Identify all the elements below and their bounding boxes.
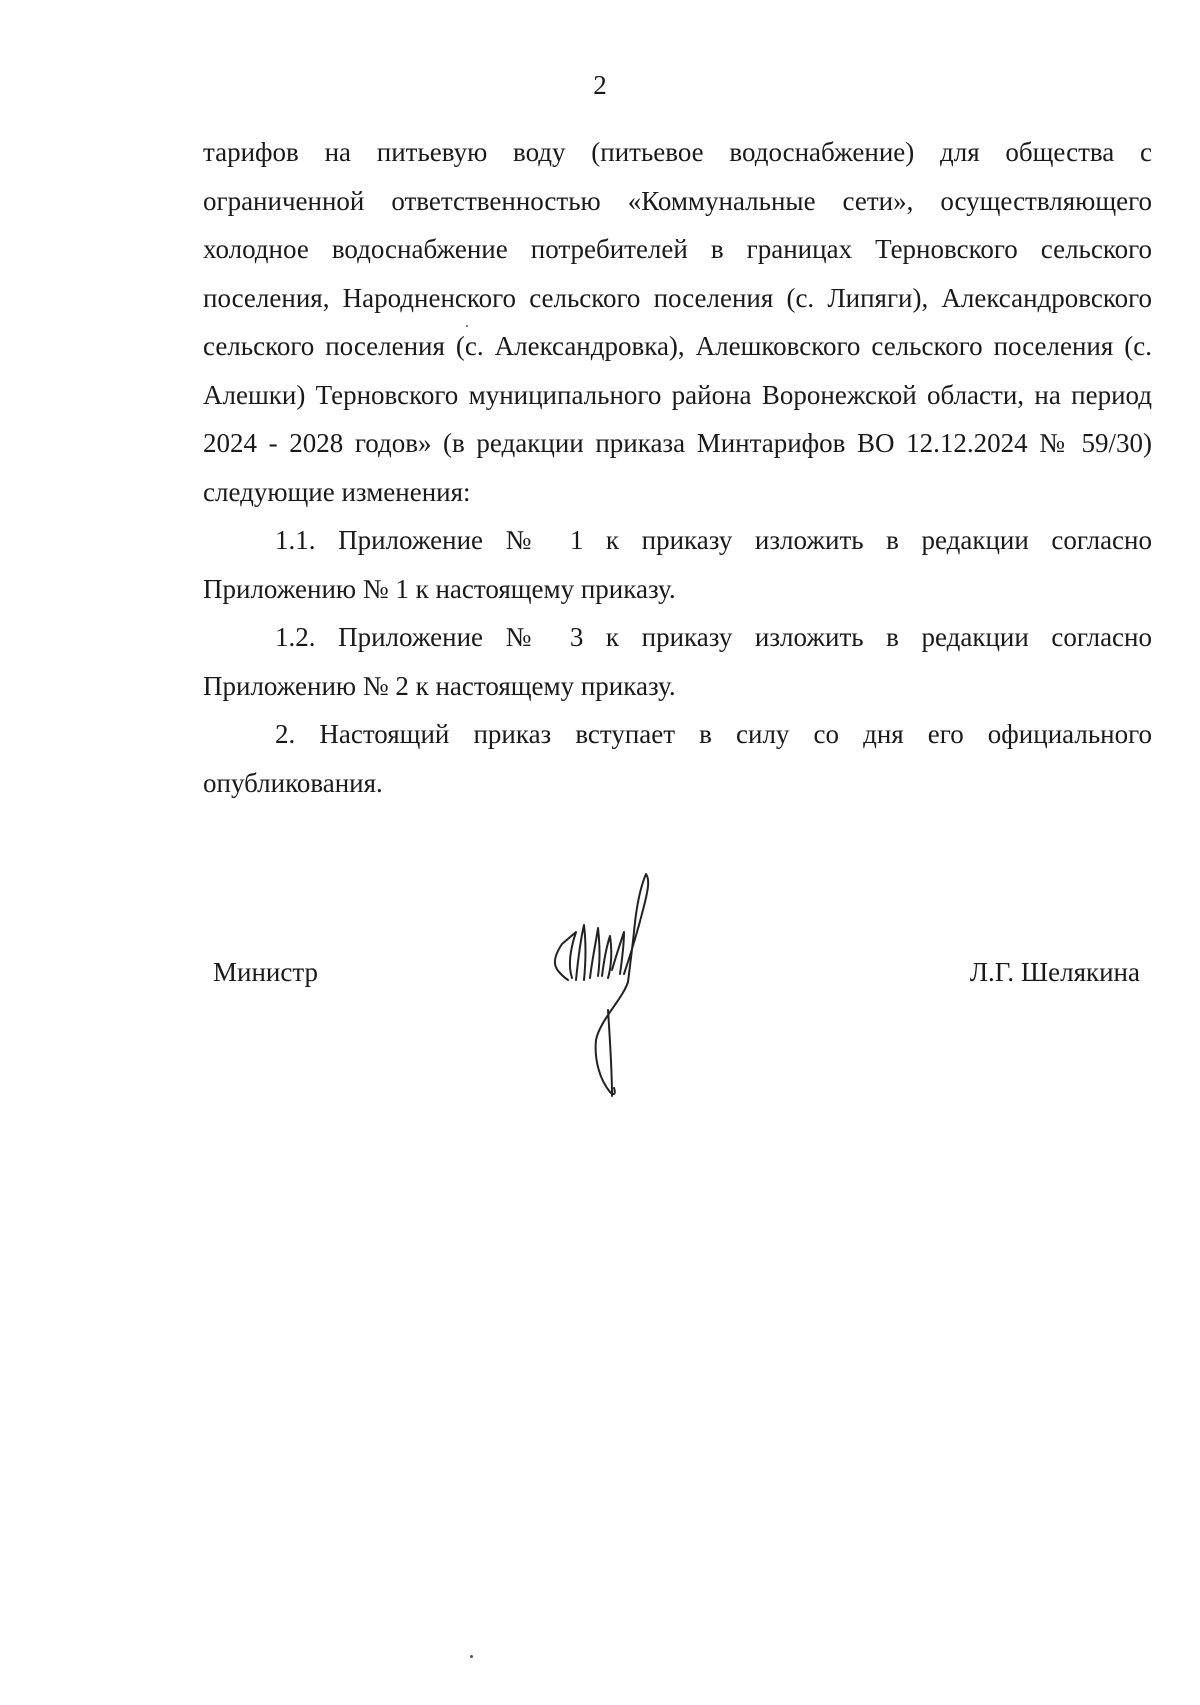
- scan-speck: [470, 1655, 473, 1658]
- scan-speck: [466, 325, 468, 327]
- page-number: 2: [593, 70, 607, 100]
- signer-name: Л.Г. Шелякина: [969, 957, 1140, 987]
- paragraph-intro: тарифов на питьевую воду (питьевое водоснабжение) для общества с ограниченной ответственностью «Коммунальные сети», осуществляющего холодное водоснабжение потребителей в границах Терновского сельского поселения, Народненского сельского поселения (с. Липяги), Александровского сельского поселения (с. Александровка), Алешковского сельского поселения (с. Алешки) Терновского муниципального района Воронежской области, на период 2024 - 2028 годов» (в редакции приказа Минтарифов ВО 12.12.2024 № 59/30) следующие изменения:: [203, 137, 1152, 507]
- paragraph-item-2: 2. Настоящий приказ вступает в силу со дня его официального опубликования.: [203, 719, 1152, 798]
- handwritten-signature: [540, 870, 680, 1100]
- signer-position: Министр: [213, 957, 318, 987]
- paragraph-item-1-1: 1.1. Приложение № 1 к приказу изложить в редакции согласно Приложению № 1 к настоящему приказу.: [203, 525, 1152, 604]
- document-body: [203, 128, 1152, 807]
- paragraph-item-1-2: 1.2. Приложение № 3 к приказу изложить в редакции согласно Приложению № 2 к настоящему приказу.: [203, 622, 1152, 701]
